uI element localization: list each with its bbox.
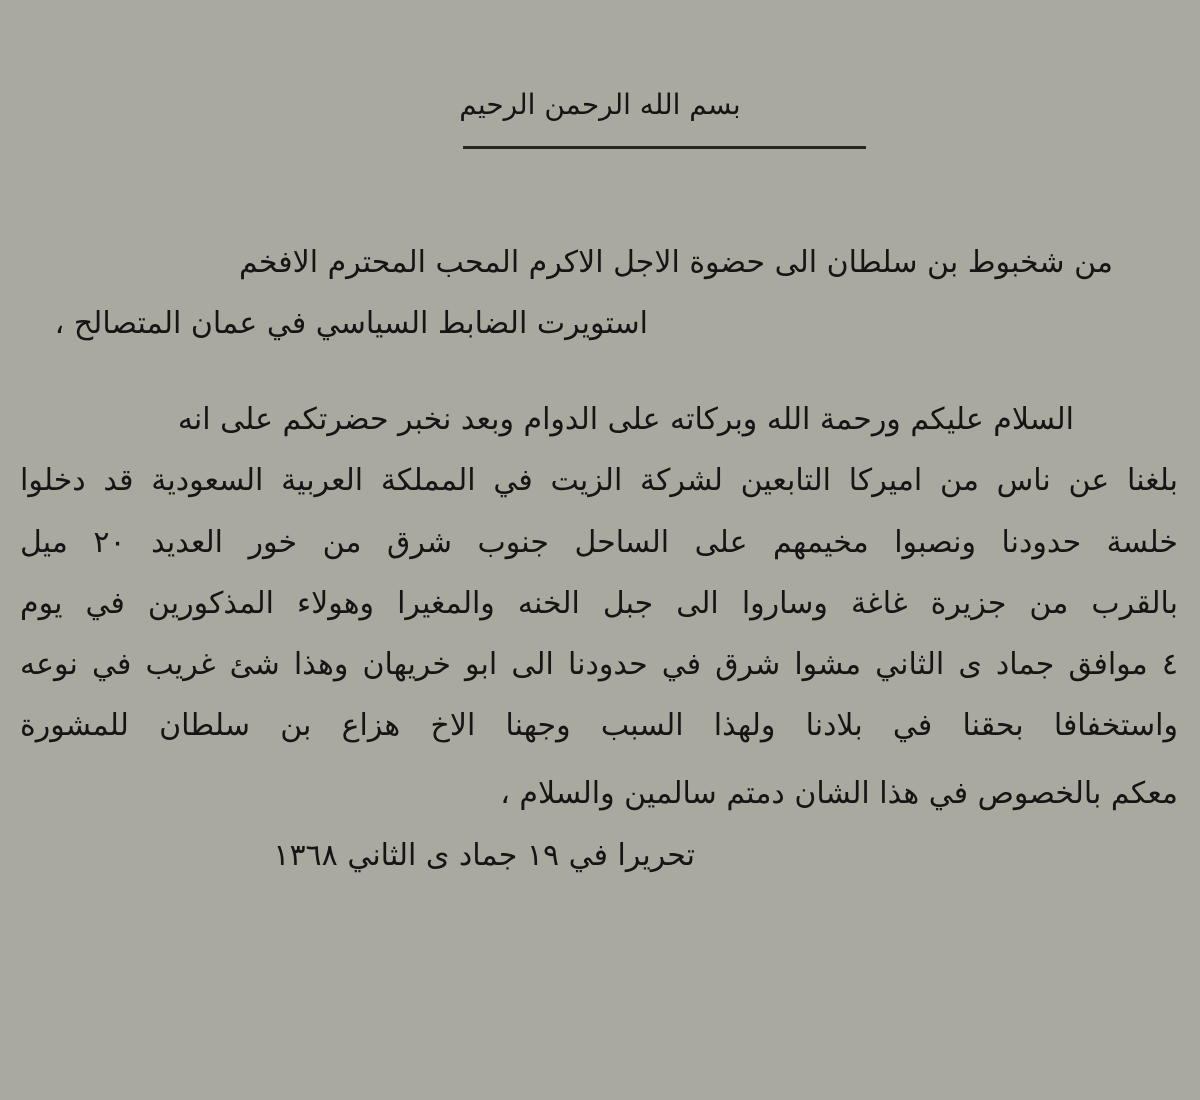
- body-line-3: خلسة حدودنا ونصبوا مخيمهم على الساحل جنوب شرق من خور العديد ٢٠ ميل: [20, 525, 1178, 560]
- body-line-2: بلغنا عن ناس من اميركا التابعين لشركة الزيت في المملكة العربية السعودية قد دخلوا: [20, 463, 1178, 498]
- body-line-6: واستخفافا بحقنا في بلادنا ولهذا السبب وجهنا الاخ هزاع بن سلطان للمشورة: [20, 708, 1178, 743]
- body-line-5: ٤ موافق جماد ى الثاني مشوا شرق في حدودنا الى ابو خريهان وهذا شئ غريب في نوعه: [20, 647, 1178, 682]
- body-line-7: معكم بالخصوص في هذا الشان دمتم سالمين والسلام ،: [500, 776, 1178, 811]
- basmala-heading: بسم الله الرحمن الرحيم: [459, 88, 741, 121]
- body-line-1: السلام عليكم ورحمة الله وبركاته على الدوام وبعد نخبر حضرتكم على انه: [177, 402, 1074, 437]
- body-line-4: بالقرب من جزيرة غاغة وساروا الى جبل الخنه والمغيرا وهولاء المذكورين في يوم: [20, 586, 1178, 621]
- address-line-1: من شخبوط بن سلطان الى حضوة الاجل الاكرم المحب المحترم الافخم: [238, 245, 1113, 280]
- address-line-2: استويرت الضابط السياسي في عمان المتصالح ،: [54, 306, 648, 341]
- date-line: تحريرا في ١٩ جماد ى الثاني ١٣٦٨: [273, 838, 695, 873]
- heading-underline: [463, 146, 866, 149]
